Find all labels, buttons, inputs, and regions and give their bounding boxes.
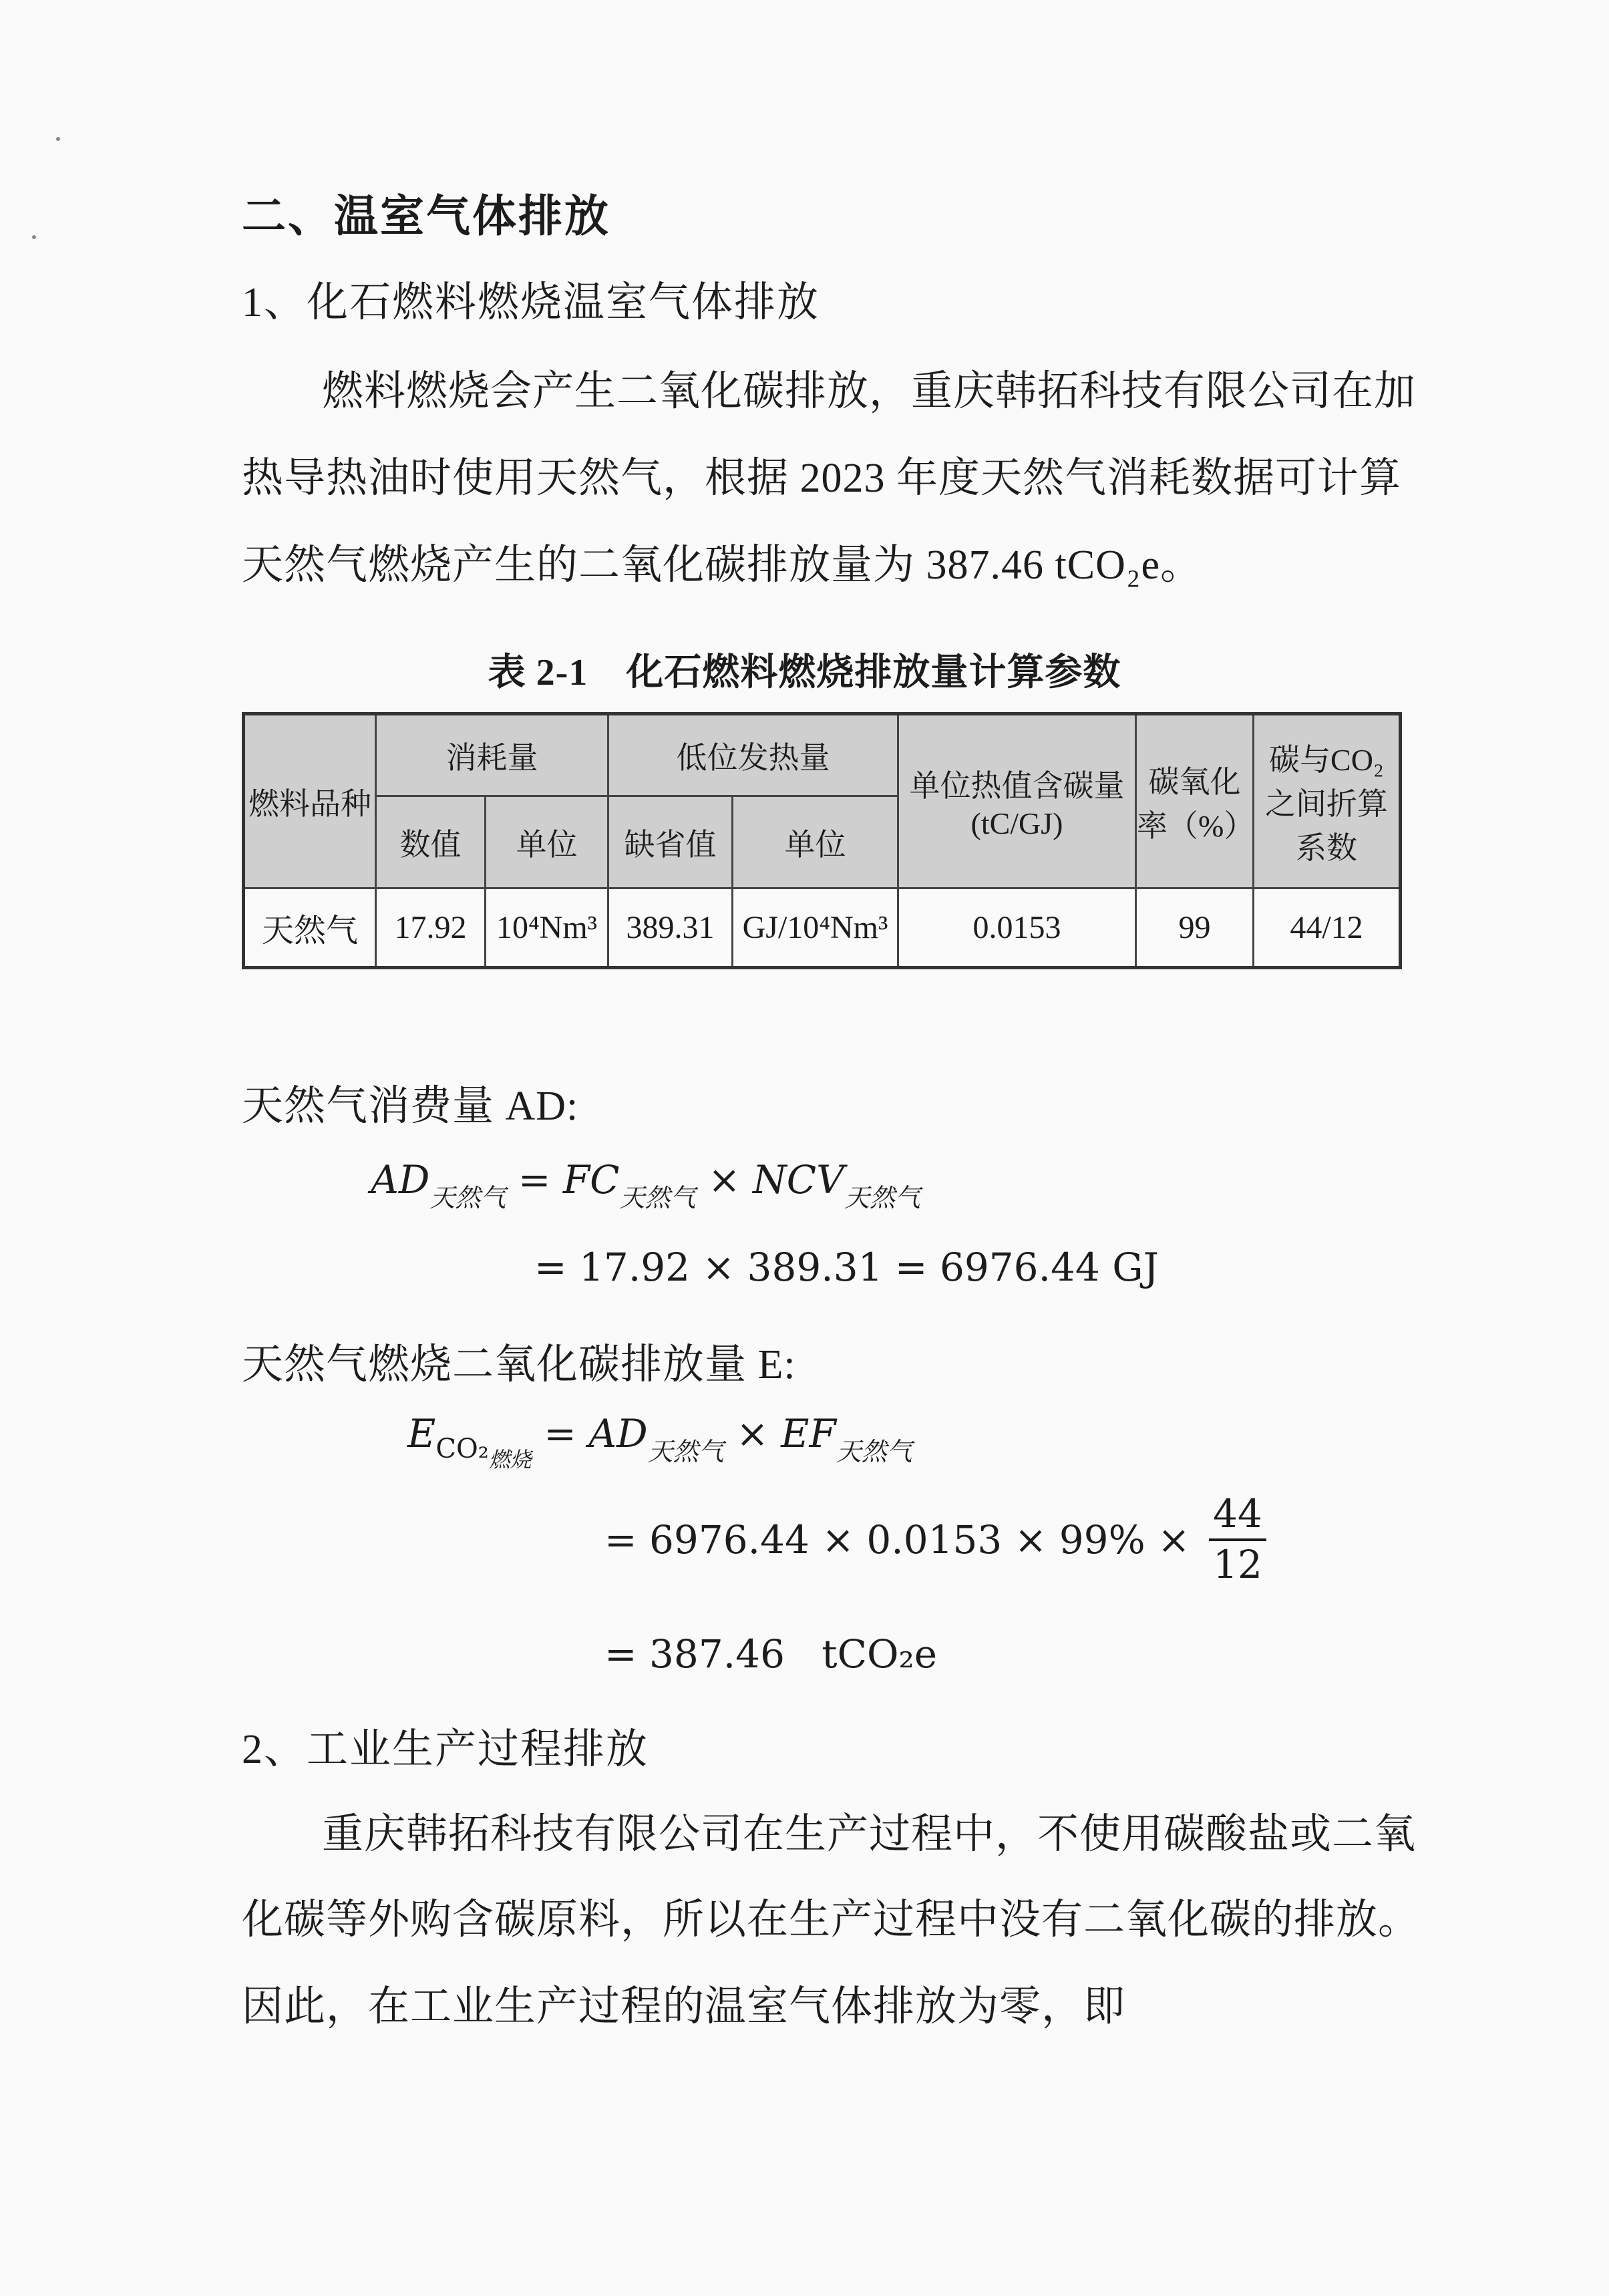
equals-sign: =	[544, 1411, 576, 1456]
cell-carbon-content: 0.0153	[898, 888, 1136, 968]
cell-conversion-factor: 44/12	[1254, 888, 1401, 968]
fraction-44-12	[1209, 1493, 1266, 1587]
emission-parameter-table	[242, 712, 1402, 969]
header-conversion-factor: 碳与CO₂之间折算系数	[1254, 714, 1401, 888]
paragraph-line: 燃料燃烧会产生二氧化碳排放，重庆韩拓科技有限公司在加	[322, 369, 1417, 414]
ad-formula	[371, 1157, 921, 1212]
paragraph-line: 热导热油时使用天然气，根据 2023 年度天然气消耗数据可计算	[242, 456, 1402, 501]
e-label: 天然气燃烧二氧化碳排放量 E:	[242, 1342, 796, 1387]
subscript: 天然气	[836, 1437, 912, 1466]
equals-sign: =	[518, 1157, 551, 1202]
cell-oxidation-rate: 99	[1136, 888, 1254, 968]
paragraph-line: 重庆韩拓科技有限公司在生产过程中，不使用碳酸盐或二氧	[322, 1812, 1417, 1857]
ad-calculation: = 17.92 × 389.31 = 6976.44 GJ	[534, 1245, 1159, 1290]
cell-consumption-unit: 10⁴Nm³	[486, 888, 608, 968]
header-oxidation-rate: 碳氧化率（%）	[1136, 714, 1254, 888]
times-sign: ×	[736, 1411, 769, 1456]
header-ncv: 低位发热量	[608, 714, 898, 796]
header-value: 数值	[376, 796, 486, 888]
subscript: 天然气	[619, 1183, 696, 1212]
ad-symbol: AD	[371, 1157, 430, 1202]
header-unit: 单位	[486, 796, 608, 888]
subscript: 燃烧	[488, 1447, 532, 1472]
fraction-denominator: 12	[1213, 1541, 1262, 1587]
ncv-symbol: NCV	[753, 1157, 845, 1202]
times-sign: ×	[707, 1157, 741, 1202]
ad-label: 天然气消费量 AD:	[242, 1084, 579, 1129]
e-calculation-2: = 387.46 tCO₂e	[604, 1631, 938, 1677]
subsection-title-fossil-fuel: 1、化石燃料燃烧温室气体排放	[242, 280, 820, 325]
header-unit: 单位	[733, 796, 898, 888]
paragraph-line: 因此，在工业生产过程的温室气体排放为零，即	[242, 1984, 1126, 2029]
cell-ncv-unit: GJ/10⁴Nm³	[733, 888, 898, 968]
subscript: 天然气	[647, 1437, 724, 1466]
fc-symbol: FC	[562, 1157, 620, 1202]
subsection-title-industrial: 2、工业生产过程排放	[242, 1727, 649, 1772]
header-carbon-content: 单位热值含碳量(tC/GJ)	[898, 714, 1136, 888]
header-default: 缺省值	[608, 796, 733, 888]
cell-consumption-value: 17.92	[376, 888, 486, 968]
header-consumption: 消耗量	[376, 714, 608, 796]
paragraph-line: 化碳等外购含碳原料，所以在生产过程中没有二氧化碳的排放。	[242, 1897, 1421, 1943]
scan-speck	[32, 235, 36, 239]
header-fuel: 燃料品种	[244, 714, 376, 888]
fraction-numerator: 44	[1209, 1493, 1266, 1541]
ef-symbol: EF	[781, 1411, 836, 1456]
e-symbol: E	[407, 1411, 436, 1456]
scan-speck	[56, 137, 60, 141]
section-title: 二、温室气体排放	[242, 192, 610, 241]
subscript: 天然气	[429, 1183, 506, 1212]
paragraph-line: 天然气燃烧产生的二氧化碳排放量为 387.46 tCO₂e。	[242, 542, 1202, 588]
e-calculation-1	[604, 1493, 1266, 1587]
cell-ncv-value: 389.31	[608, 888, 733, 968]
e-formula	[407, 1411, 912, 1472]
co2-subscript: CO₂	[435, 1434, 489, 1464]
e-calc-expression: = 6976.44 × 0.0153 × 99% ×	[604, 1516, 1190, 1563]
cell-fuel: 天然气	[244, 888, 376, 968]
table-caption: 表 2-1 化石燃料燃烧排放量计算参数	[488, 652, 1121, 693]
subscript: 天然气	[844, 1183, 921, 1212]
ad-symbol: AD	[588, 1411, 648, 1456]
